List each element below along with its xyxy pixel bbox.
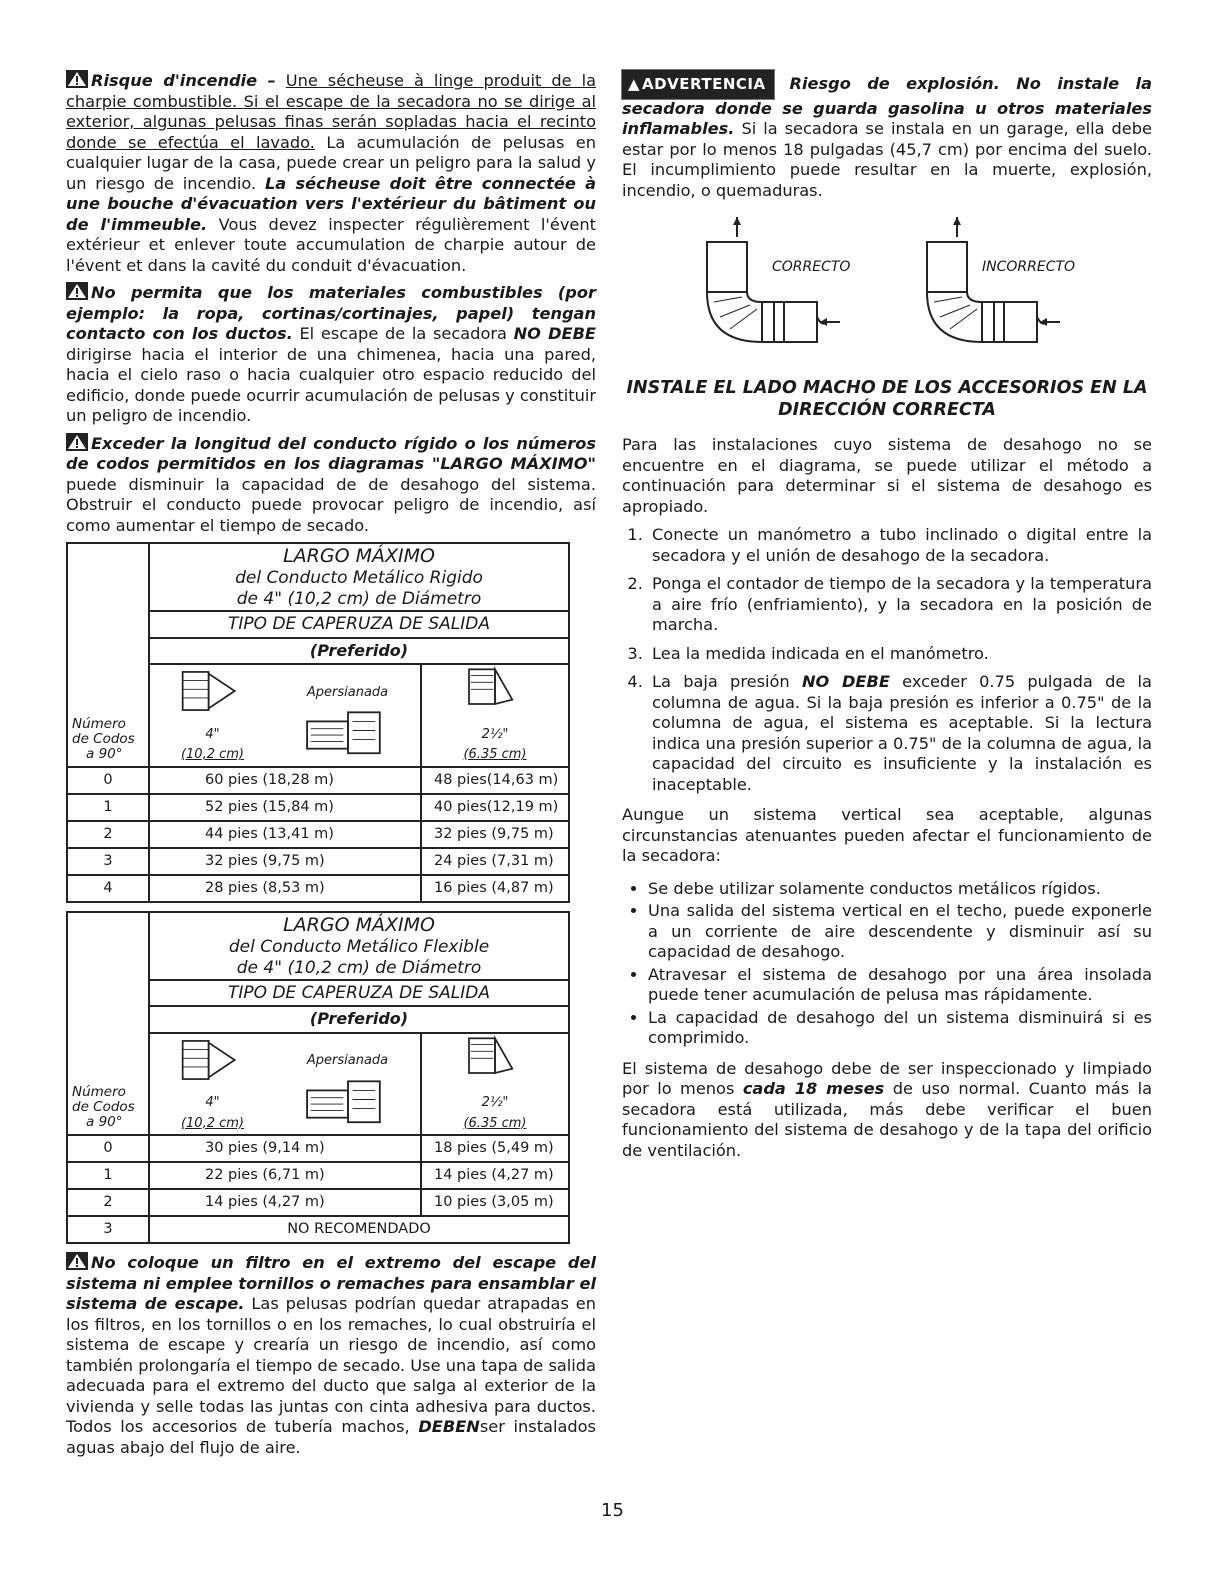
louvered-label: Apersianada: [306, 684, 389, 700]
fire-risk-heading: Risque d'incendie –: [91, 71, 276, 90]
table-row: [67, 1216, 569, 1243]
step4-text-2: exceder 0.75 pulgada de la columna de agua. Si la baja presión es inferior a 0.75" de la columna de agua, el sistema es aceptable. Si la lectura indica una presión superior a 0.75" de la columna de agua, la capacidad del circuito es insuficiente y la instalación es inaceptable.: [652, 672, 1152, 794]
louvered-hood-icon: [298, 703, 398, 758]
length-heading: Exceder la longitud del conducto rígido o los números de codos permitidos en los diagramas "LARGO MÁXIMO": [66, 433, 596, 473]
preferred-label: (Preferido): [309, 1009, 409, 1028]
table-row: [67, 848, 569, 875]
elbows-label: [67, 543, 149, 767]
list-item: [648, 672, 1152, 795]
table-row: [67, 1162, 569, 1189]
table-row: [67, 821, 569, 848]
warning-icon: [66, 282, 88, 300]
table-row: [67, 794, 569, 821]
list-item: • Una salida del sistema vertical en el techo, puede exponerle a un corriente de aire descendente y disminuir así su capacidad de desahogo.: [648, 901, 1152, 963]
length-box-hood: 52 pies (15,84 m): [149, 794, 421, 821]
incorrect-fitting: [922, 217, 1076, 357]
combustible-no-debe: NO DEBE: [513, 324, 596, 343]
angled-hood-icon: [460, 1034, 530, 1086]
fire-risk-text-2: Vous devez inspecter régulièrement l'évent extérieur et enlever toute accumulation de charpie autour de l'évent et dans la cavité du conduit d'évacuation.: [66, 214, 596, 275]
left-column: [66, 70, 596, 1464]
length-box-hood: 44 pies (13,41 m): [149, 821, 421, 848]
warning-badge: [622, 70, 774, 99]
length-paragraph: [66, 433, 596, 537]
hood-type-header: TIPO DE CAPERUZA DE SALIDA: [148, 610, 570, 639]
list-item: • La capacidad de desahogo del un sistema disminuirá si es comprimido.: [648, 1008, 1152, 1049]
preferred-label: (Preferido): [309, 640, 409, 660]
warning-triangle-icon: ▲: [628, 75, 641, 93]
louvered-hood-icon: [298, 1072, 398, 1127]
filter-text-1: Las pelusas podrían quedar atrapadas en los filtros, en los tornillos o en los remaches, lo cual obstruiría el sistema de escape y crearía un riesgo de incendio, así como también prolongaría el tiempo de secado. Use una tapa de salida adecuada para el extremo del ducto que salga al exterior de la vivienda y selle todas las juntas con cinta adhesiva para ductos. Todos los accesorios de tubería machos,: [66, 1294, 596, 1436]
not-recommended: NO RECOMENDADO: [149, 1216, 569, 1243]
angled-hood-icon: [460, 665, 530, 717]
length-box-hood: 30 pies (9,14 m): [149, 1135, 421, 1162]
dimension-label: 4": [205, 726, 220, 742]
incorrect-label: INCORRECTO: [982, 259, 1076, 275]
combustible-text-1: El escape de la secadora: [299, 324, 507, 343]
elbows-label: [67, 912, 149, 1136]
label-line: a 90°: [86, 1114, 123, 1130]
elbow-count: 0: [67, 767, 149, 794]
hood-icons-cell: [149, 664, 421, 767]
fire-risk-paragraph: [66, 70, 596, 276]
length-box-hood: 14 pies (4,27 m): [149, 1189, 421, 1216]
elbow-count: 4: [67, 875, 149, 902]
length-angled-hood: 14 pies (4,27 m): [421, 1162, 569, 1189]
steps-list: [622, 525, 1152, 795]
correct-fitting: [702, 217, 851, 357]
combustible-text-2: dirigirse hacia el interior de una chimenea, hacia una pared, hacia el cielo raso o hacia cualquier otro espacio reducido del edificio, donde puede ocurrir acumulación de pelusas y constituir un peligro de incendio.: [66, 344, 596, 425]
duct-elbow-icon: [922, 217, 1062, 357]
table-subtitle: del Conducto Metálico Flexible: [228, 936, 490, 957]
inspection-text-1: El sistema de desahogo debe de ser inspeccionado y limpiado por lo menos: [622, 1058, 1152, 1098]
length-box-hood: 22 pies (6,71 m): [149, 1162, 421, 1189]
elbow-count: 0: [67, 1135, 149, 1162]
length-box-hood: 28 pies (8,53 m): [149, 875, 421, 902]
warning-icon: [66, 433, 88, 451]
table-header: [149, 543, 569, 664]
dimension-label: (10,2 cm): [180, 1115, 245, 1131]
right-column: [622, 70, 1152, 1167]
inspection-paragraph: [622, 1059, 1152, 1162]
angled-hood-cell: [421, 1033, 569, 1136]
table-subtitle: de 4" (10,2 cm) de Diámetro: [236, 589, 482, 609]
box-hood-icon: [173, 1034, 253, 1086]
louvered-label: Apersianada: [306, 1053, 389, 1068]
length-text: puede disminuir la capacidad de de desahogo del sistema. Obstruir el conducto puede provocar peligro de incendio, así como aumentar el tiempo de secado.: [66, 474, 596, 535]
fire-risk-text: La acumulación de pelusas en cualquier lugar de la casa, puede crear un peligro para la salud y un riesgo de incendio.: [66, 132, 596, 193]
duct-elbow-icon: [702, 217, 842, 357]
table-subtitle: de 4" (10,2 cm) de Diámetro: [236, 957, 482, 978]
warning-icon: [66, 70, 88, 88]
combustible-heading: No permita que los materiales combustibles (por ejemplo: la ropa, cortinas/cortinajes, papel) tengan contacto con los ductos.: [66, 283, 596, 343]
fire-risk-bold: La sécheuse doit être connectée à une bouche d'évacuation vers l'extérieur du bâtiment ou de l'immeuble.: [66, 173, 596, 234]
filter-heading: No coloque un filtro en el extremo del escape del sistema ni emplee tornillos o remaches para ensamblar el sistema de escape.: [66, 1253, 596, 1313]
page-number: 15: [601, 1500, 624, 1521]
table-row: [67, 767, 569, 794]
table-header: [149, 912, 569, 1033]
table-subtitle: del Conducto Metálico Rigido: [235, 568, 483, 588]
hood-icons-cell: [149, 1033, 421, 1136]
elbow-count: 3: [67, 848, 149, 875]
explosion-paragraph: [622, 70, 1152, 201]
explosion-text: Si la secadora se instala en un garage, ella debe estar por lo menos 18 pulgadas (45,7 cm) por encima del suelo. El incumplimiento puede resultar en la muerte, explosión, incendio, o quemaduras.: [622, 119, 1152, 200]
length-angled-hood: 10 pies (3,05 m): [421, 1189, 569, 1216]
correct-label: CORRECTO: [772, 259, 851, 275]
step4-no-debe: NO DEBE: [801, 672, 890, 691]
list-item: 3. Lea la medida indicada en el manómetro.: [648, 644, 1152, 665]
filter-text-2: ser instalados aguas abajo del flujo de aire.: [66, 1417, 596, 1457]
length-angled-hood: 32 pies (9,75 m): [421, 821, 569, 848]
flexible-duct-table: [66, 911, 570, 1245]
fire-risk-underlined: Une sécheuse à linge produit de la charpie combustible. Si el escape de la secadora no se dirige al exterior, algunas pelusas finas serán sopladas hacia el recinto donde se efectúa el lavado.: [66, 71, 596, 152]
length-angled-hood: 24 pies (7,31 m): [421, 848, 569, 875]
dimension-label: (6.35 cm): [463, 1115, 527, 1131]
dimension-label: 2½": [481, 1095, 509, 1110]
table-row: [67, 875, 569, 902]
bullet-list: [622, 879, 1152, 1049]
vertical-system-intro: Aungue un sistema vertical sea aceptable, algunas circunstancias atenuantes pueden afectar el funcionamiento de la secadora:: [622, 805, 1152, 865]
length-box-hood: 32 pies (9,75 m): [149, 848, 421, 875]
table-title: LARGO MÁXIMO: [283, 545, 435, 567]
inspection-text-2: de uso normal. Cuanto más la secadora está utilizada, más debe verificar el buen funcionamiento del sistema de desahogo y de la tapa del orificio de ventilación.: [622, 1079, 1152, 1160]
dimension-label: 4": [205, 1095, 220, 1110]
length-angled-hood: 16 pies (4,87 m): [421, 875, 569, 902]
label-line: de Codos: [72, 1099, 135, 1115]
combustible-paragraph: [66, 282, 596, 427]
inspection-interval: cada 18 meses: [742, 1079, 885, 1098]
rigid-duct-table: [66, 542, 570, 903]
diagram-caption: INSTALE EL LADO MACHO DE LOS ACCESORIOS EN LA DIRECCIÓN CORRECTA: [626, 378, 1148, 420]
label-line: de Codos: [72, 730, 135, 747]
list-item: • Se debe utilizar solamente conductos metálicos rígidos.: [648, 879, 1152, 900]
elbow-count: 1: [67, 1162, 149, 1189]
list-item: 2. Ponga el contador de tiempo de la secadora y la temperatura a aire frío (enfriamiento), y la secadora en la posición de marcha.: [648, 574, 1152, 636]
length-angled-hood: 48 pies(14,63 m): [421, 767, 569, 794]
fitting-diagram: [692, 217, 1076, 357]
filter-deben: DEBEN: [418, 1417, 480, 1436]
elbow-count: 2: [67, 821, 149, 848]
hood-type-header: TIPO DE CAPERUZA DE SALIDA: [148, 979, 570, 1008]
list-item: • Atravesar el sistema de desahogo por una área insolada puede tener acumulación de pelusa mas rápidamente.: [648, 965, 1152, 1006]
angled-hood-cell: [421, 664, 569, 767]
filter-paragraph: [66, 1252, 596, 1458]
dimension-label: 2½": [481, 726, 509, 742]
table-title: LARGO MÁXIMO: [283, 913, 435, 936]
label-line: a 90°: [86, 745, 123, 762]
table-row: [67, 1135, 569, 1162]
warning-badge-text: ADVERTENCIA: [642, 75, 766, 93]
warning-icon: [66, 1252, 88, 1270]
elbow-count: 2: [67, 1189, 149, 1216]
label-line: Número: [72, 1084, 126, 1100]
label-line: Número: [72, 715, 126, 732]
dimension-label: (6.35 cm): [463, 747, 527, 762]
length-angled-hood: 18 pies (5,49 m): [421, 1135, 569, 1162]
step4-text-1: La baja presión: [652, 672, 790, 691]
list-item: 1. Conecte un manómetro a tubo inclinado o digital entre la secadora y el unión de desahogo de la secadora.: [648, 525, 1152, 566]
table-row: [67, 1189, 569, 1216]
elbow-count: 3: [67, 1216, 149, 1243]
explosion-heading: Riesgo de explosión. No instale la secadora donde se guarda gasolina u otros materiales inflamables.: [622, 74, 1152, 138]
method-intro: Para las instalaciones cuyo sistema de desahogo no se encuentre en el diagrama, se puede utilizar el método a continuación para determinar si el sistema de desahogo es apropiado.: [622, 435, 1152, 516]
box-hood-icon: [173, 665, 253, 717]
elbow-count: 1: [67, 794, 149, 821]
length-angled-hood: 40 pies(12,19 m): [421, 794, 569, 821]
dimension-label: (10,2 cm): [180, 747, 245, 762]
length-box-hood: 60 pies (18,28 m): [149, 767, 421, 794]
